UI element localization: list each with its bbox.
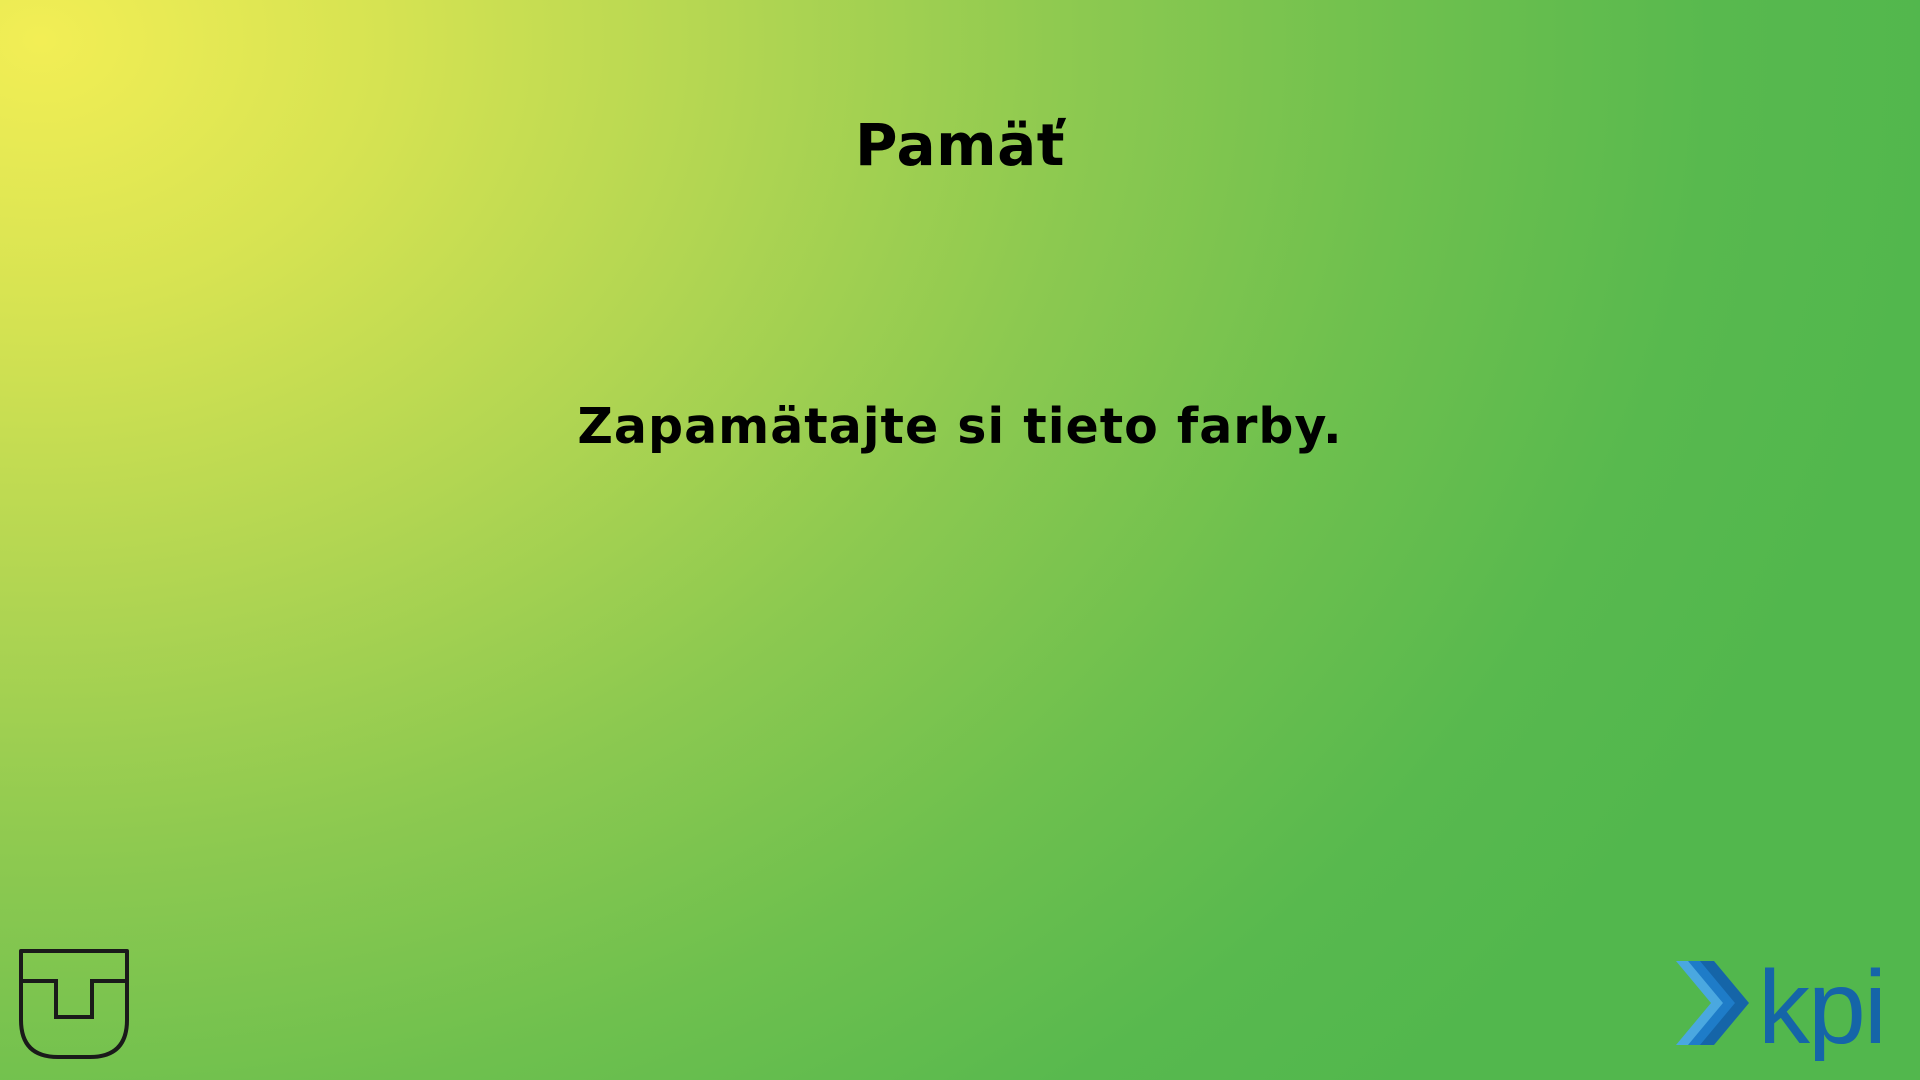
kpi-logo	[1676, 945, 1904, 1061]
kpi-logo-text: kpi	[1758, 950, 1885, 1061]
kpi-chevron-icon	[1676, 961, 1749, 1045]
tu-shield-logo-icon	[18, 948, 130, 1060]
slide-title: Pamäť	[855, 111, 1065, 179]
slide-instruction-text: Zapamätajte si tieto farby.	[577, 398, 1343, 455]
